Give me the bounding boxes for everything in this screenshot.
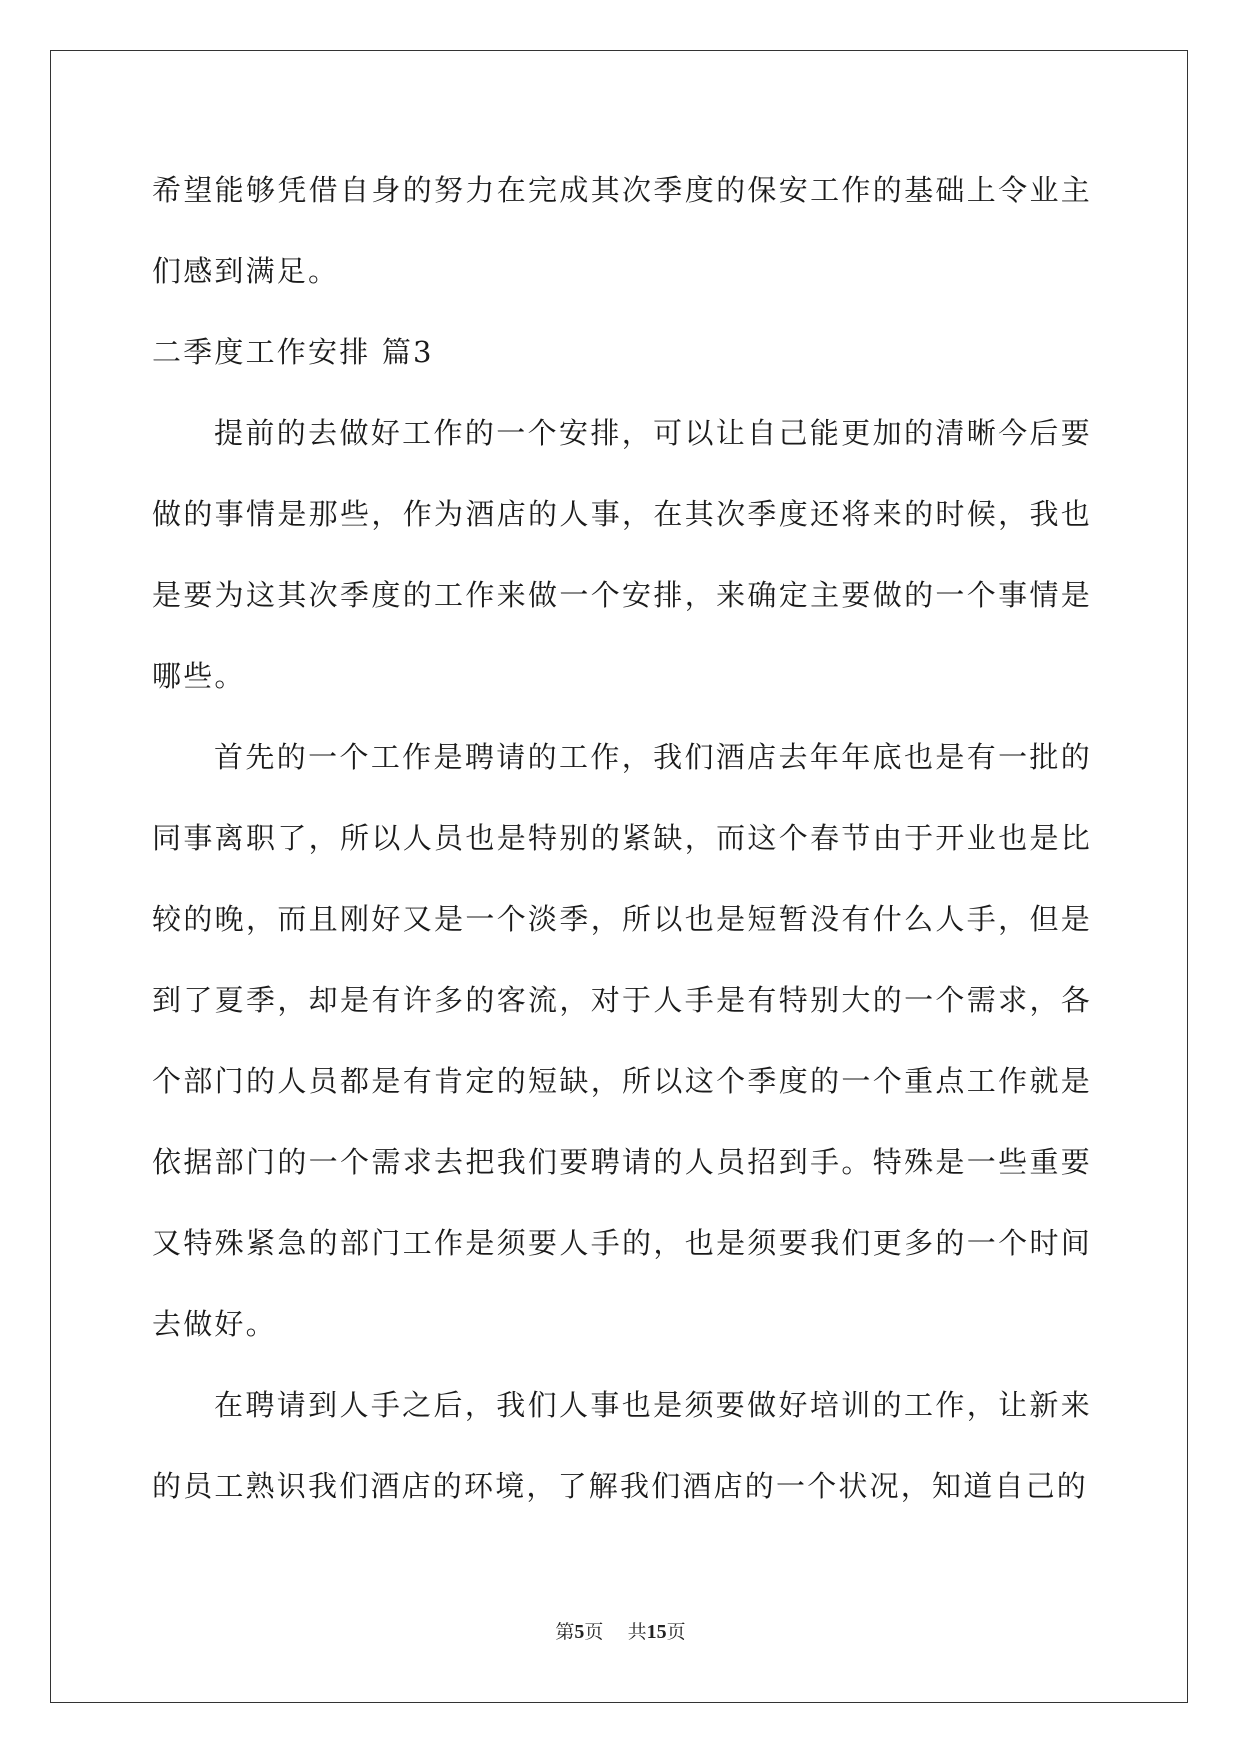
page-prefix: 第 (555, 1621, 575, 1643)
body-paragraph: 提前的去做好工作的一个安排，可以让自己能更加的清晰今后要做的事情是那些，作为酒店的人事，在其次季度还将来的时候，我也是要为这其次季度的工作来做一个安排，来确定主要做的一个事情是哪些。 (152, 416, 1092, 693)
total-prefix: 共 (627, 1621, 647, 1643)
page-number: 5 (574, 1621, 585, 1643)
body-paragraph: 首先的一个工作是聘请的工作，我们酒店去年年底也是有一批的同事离职了，所以人员也是特别的紧缺，而这个春节由于开业也是比较的晚，而且刚好又是一个淡季，所以也是短暂没有什么人手，但是到了夏季，却是有许多的客流，对于人手是有特别大的一个需求，各个部门的人员都是有肯定的短缺，所以这个季度的一个重点工作就是依据部门的一个需求去把我们要聘请的人员招到手。特殊是一些重要又特殊紧急的部门工作是须要人手的，也是须要我们更多的一个时间去做好。 (152, 740, 1092, 1341)
page-footer (0, 1617, 1241, 1644)
body-paragraph: 在聘请到人手之后，我们人事也是须要做好培训的工作，让新来的员工熟识我们酒店的环境，了解我们酒店的一个状况，知道自己的 (152, 1388, 1092, 1503)
total-suffix: 页 (666, 1621, 686, 1643)
section-heading: 二季度工作安排 篇3 (152, 335, 434, 369)
document-body (152, 150, 1092, 1527)
total-pages: 15 (646, 1621, 667, 1643)
page-suffix: 页 (584, 1621, 604, 1643)
continuation-paragraph: 希望能够凭借自身的努力在完成其次季度的保安工作的基础上令业主们感到满足。 (152, 173, 1092, 288)
